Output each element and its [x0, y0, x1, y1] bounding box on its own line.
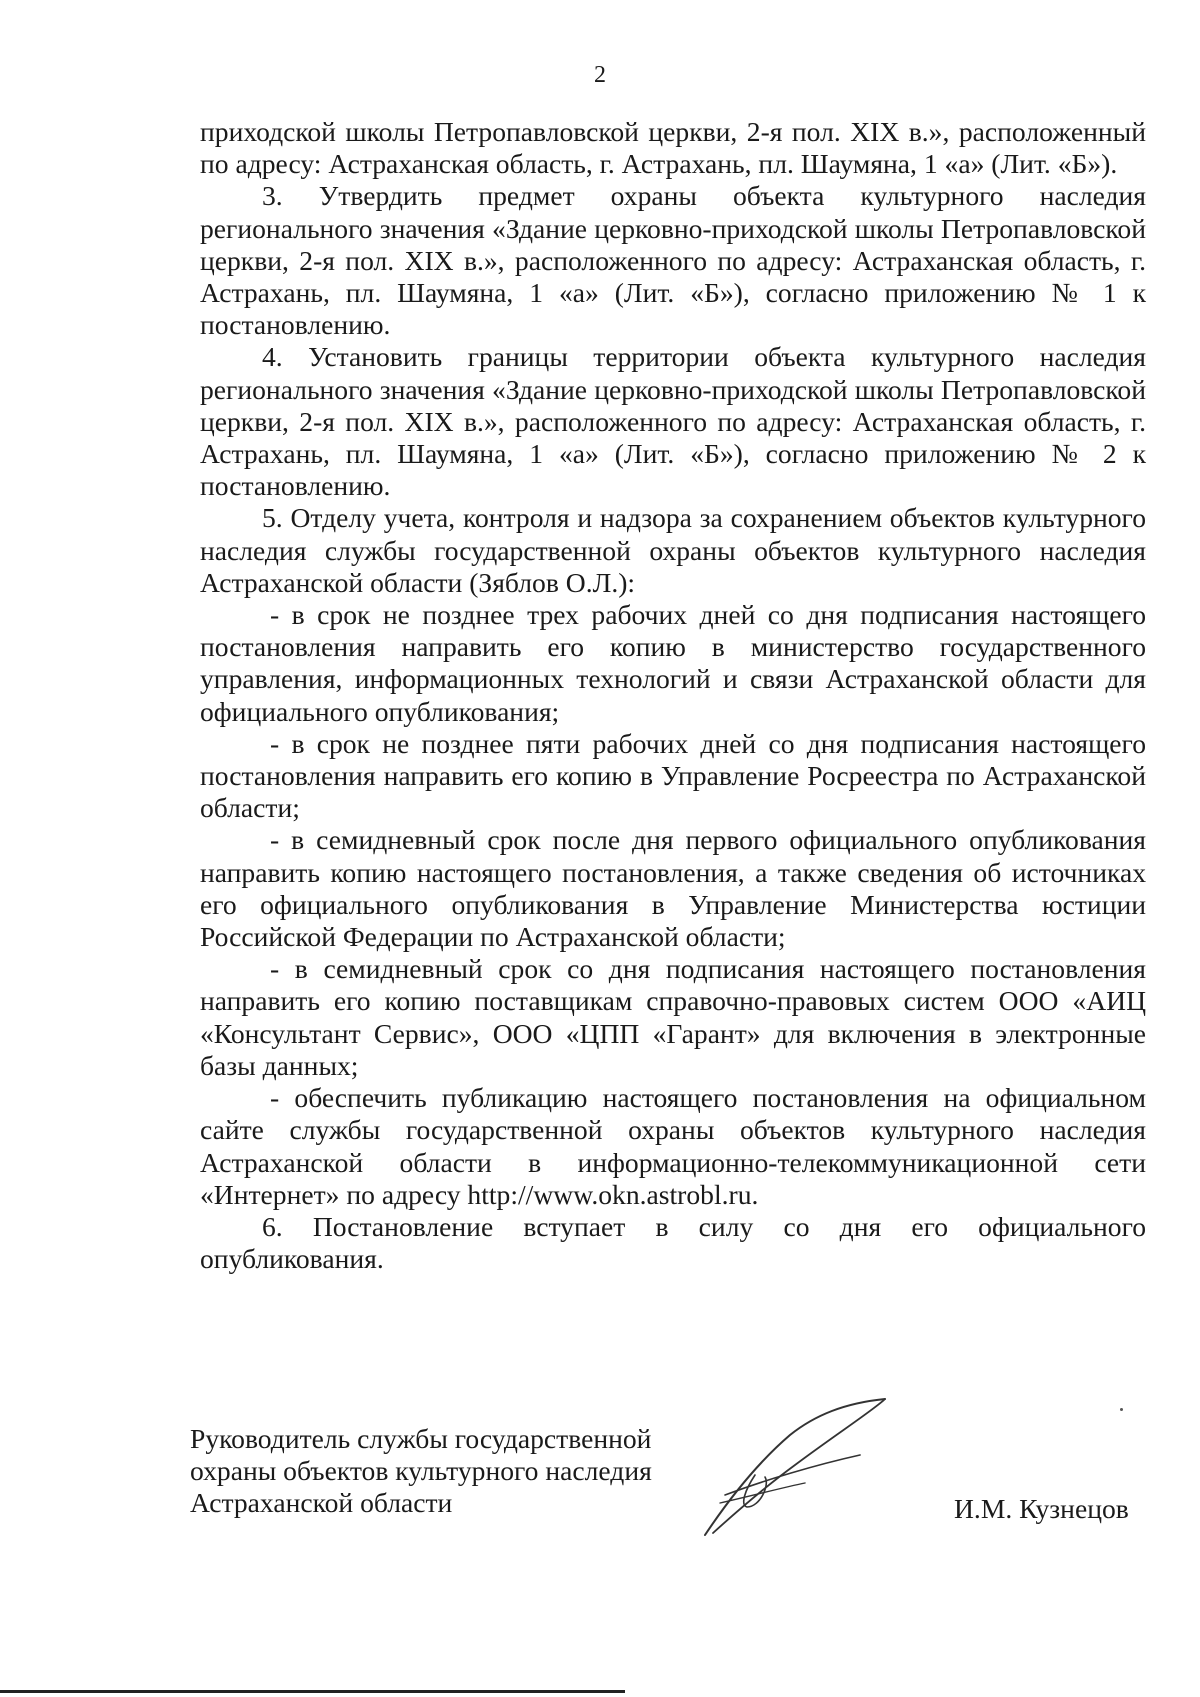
signatory-title-line: Руководитель службы государственной — [190, 1423, 652, 1454]
signatory-title — [190, 1423, 652, 1519]
paragraph-bullet-3: - в семидневный срок после дня первого официального опубликования направить копию настоящего постановления, а также сведения об источниках его официального опубликования в Управление Министерства юстиции Российской Федерации по Астраханской области; — [200, 824, 1146, 953]
paragraph-item-6: 6. Постановление вступает в силу со дня его официального опубликования. — [200, 1210, 1146, 1275]
handwritten-signature — [685, 1395, 895, 1545]
signatory-title-line: Астраханской области — [190, 1487, 453, 1518]
paragraph-item-3: 3. Утвердить предмет охраны объекта культурного наследия регионального значения «Здание церковно-приходской школы Петропавловской церкви, 2-я пол. XIX в.», расположенного по адресу: Астраханская область, г. Астрахань, пл. Шаумяна, 1 «а» (Лит. «Б»), согласно приложению № 1 к постановлению. — [200, 180, 1146, 341]
paragraph-continuation: приходской школы Петропавловской церкви, 2-я пол. XIX в.», расположенный по адресу: Астраханская область, г. Астрахань, пл. Шаумяна, 1 «а» (Лит. «Б»). — [200, 116, 1146, 180]
paragraph-bullet-5: - обеспечить публикацию настоящего постановления на официальном сайте службы государственной охраны объектов культурного наследия Астраханской области в информационно-телекоммуникационной сети «Интернет» по адресу http://www.okn.astrobl.ru. — [200, 1082, 1146, 1210]
paragraph-bullet-2: - в срок не позднее пяти рабочих дней со дня подписания настоящего постановления направить его копию в Управление Росреестра по Астраханской области; — [200, 727, 1146, 824]
signatory-title-line: охраны объектов культурного наследия — [190, 1455, 652, 1486]
paragraph-item-4: 4. Установить границы территории объекта культурного наследия регионального значения «Здание церковно-приходской школы Петропавловской церкви, 2-я пол. XIX в.», расположенного по адресу: Астраханская область, г. Астрахань, пл. Шаумяна, 1 «а» (Лит. «Б»), согласно приложению № 2 к постановлению. — [200, 341, 1146, 502]
scan-edge-line — [0, 1690, 625, 1693]
paragraph-bullet-4: - в семидневный срок со дня подписания настоящего постановления направить его копию поставщикам справочно-правовых систем ООО «АИЦ «Консультант Сервис», ООО «ЦПП «Гарант» для включения в электронные базы данных; — [200, 953, 1146, 1081]
scan-speck — [1120, 1408, 1123, 1411]
paragraph-item-5: 5. Отделу учета, контроля и надзора за сохранением объектов культурного наследия службы государственной охраны объектов культурного наследия Астраханской области (Зяблов О.Л.): — [200, 502, 1146, 598]
document-body — [200, 116, 1146, 1275]
signer-name: И.М. Кузнецов — [954, 1493, 1129, 1524]
page-number: 2 — [594, 62, 606, 88]
paragraph-bullet-1: - в срок не позднее трех рабочих дней со дня подписания настоящего постановления направить его копию в министерство государственного управления, информационных технологий и связи Астраханской области для официального опубликования; — [200, 599, 1146, 727]
